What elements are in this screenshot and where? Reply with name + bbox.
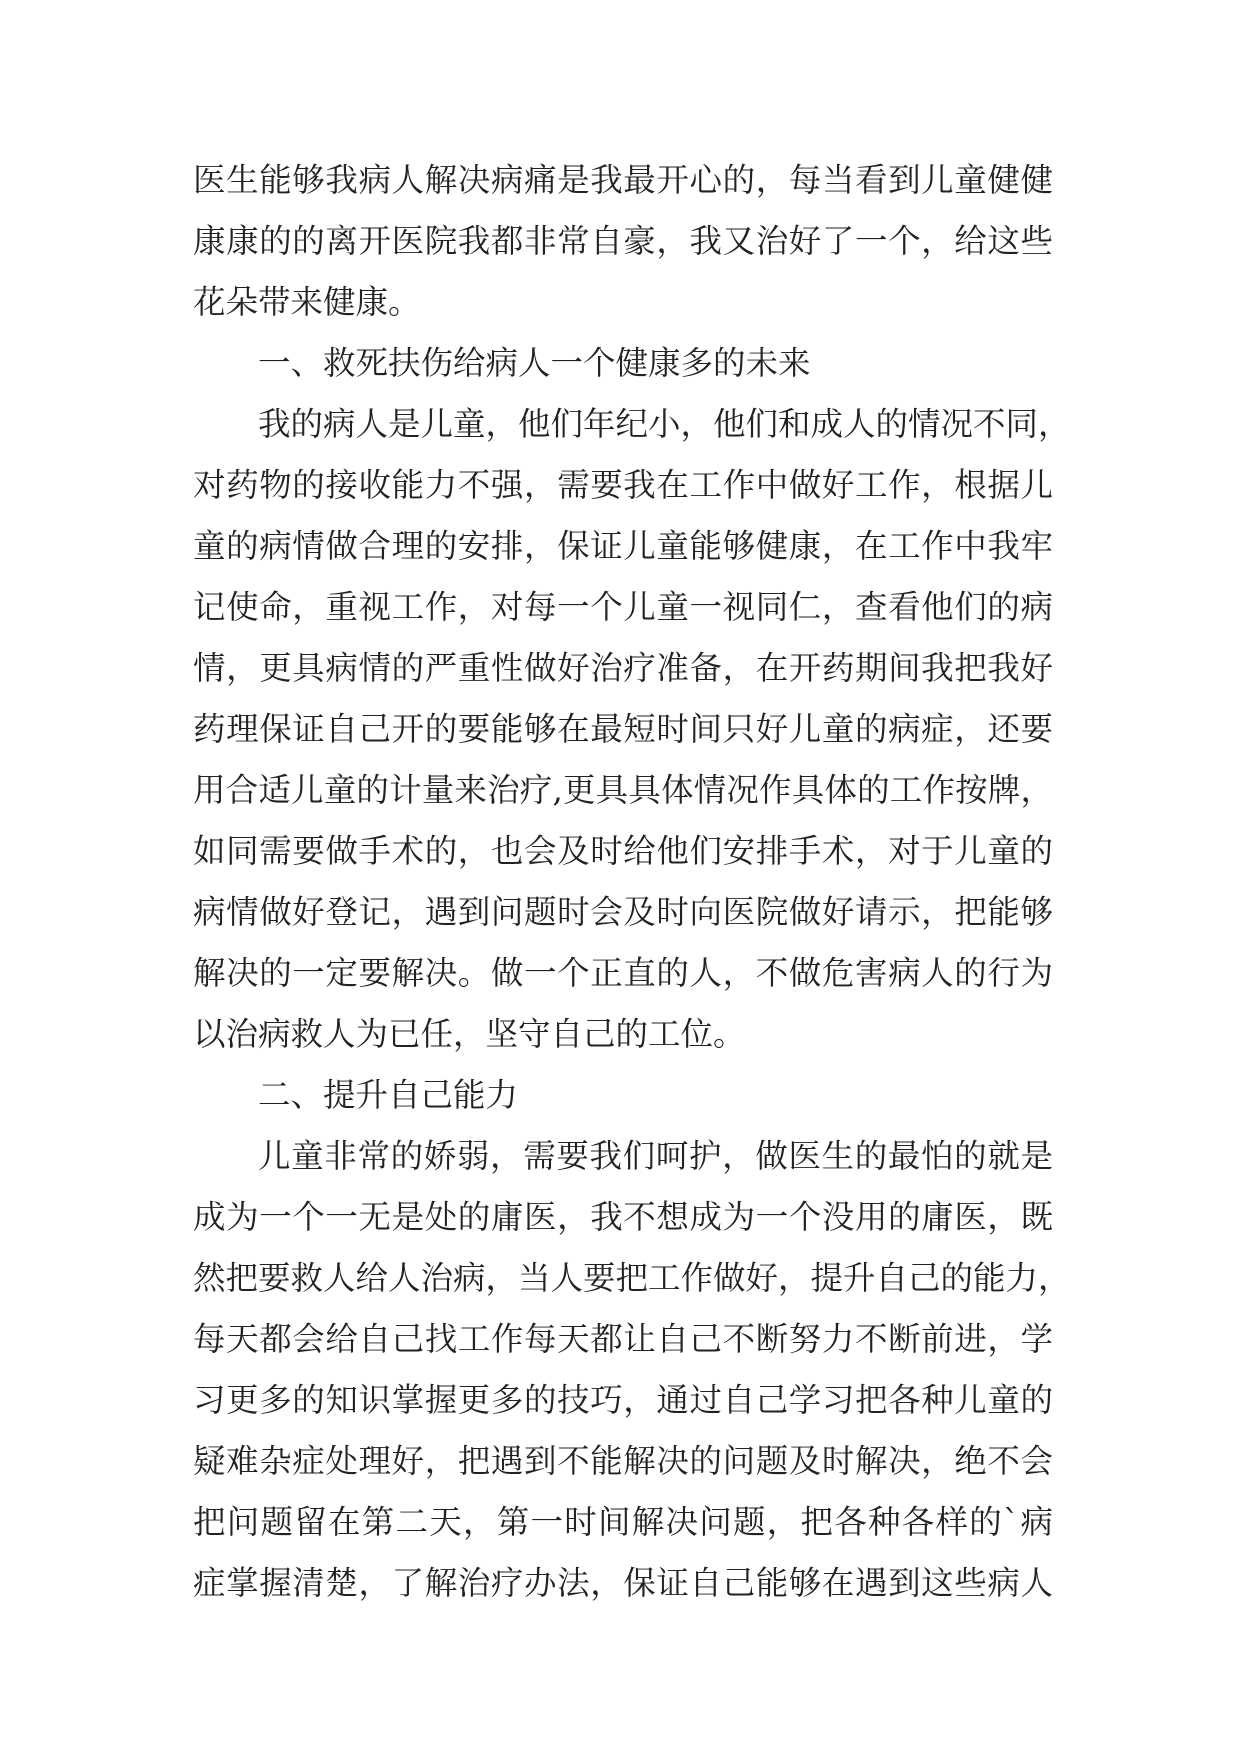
section-heading: 一、救死扶伤给病人一个健康多的未来	[258, 344, 811, 382]
text-line: 对药物的接收能力不强，需要我在工作中做好工作，根据儿	[193, 466, 1053, 504]
text-line: 用合适儿童的计量来治疗,更具具体情况作具体的工作按牌，	[193, 771, 1053, 809]
section-heading: 二、提升自己能力	[258, 1076, 519, 1114]
text-line: 习更多的知识掌握更多的技巧，通过自己学习把各种儿童的	[193, 1381, 1053, 1419]
text-line: 每天都会给自己找工作每天都让自己不断努力不断前进，学	[193, 1320, 1053, 1358]
text-line: 然把要救人给人治病，当人要把工作做好，提升自己的能力，	[193, 1259, 1071, 1297]
text-line: 儿童非常的娇弱，需要我们呵护，做医生的最怕的就是	[258, 1137, 1053, 1175]
text-line: 记使命，重视工作，对每一个儿童一视同仁，查看他们的病	[193, 588, 1053, 626]
text-line: 康康的的离开医院我都非常自豪，我又治好了一个，给这些	[193, 222, 1053, 260]
text-line: 病情做好登记，遇到问题时会及时向医院做好请示，把能够	[193, 893, 1053, 931]
text-line: 解决的一定要解决。做一个正直的人，不做危害病人的行为	[193, 954, 1053, 992]
text-line: 如同需要做手术的，也会及时给他们安排手术，对于儿童的	[193, 832, 1053, 870]
text-line: 药理保证自己开的要能够在最短时间只好儿童的病症，还要	[193, 710, 1053, 748]
text-line: 医生能够我病人解决病痛是我最开心的，每当看到儿童健健	[193, 161, 1053, 199]
text-line: 情，更具病情的严重性做好治疗准备，在开药期间我把我好	[193, 649, 1053, 687]
document-body	[193, 150, 1071, 1614]
text-line: 花朵带来健康。	[193, 283, 421, 321]
text-line: 童的病情做合理的安排，保证儿童能够健康，在工作中我牢	[193, 527, 1053, 565]
text-line: 疑难杂症处理好，把遇到不能解决的问题及时解决，绝不会	[193, 1442, 1053, 1480]
text-line: 症掌握清楚，了解治疗办法，保证自己能够在遇到这些病人	[193, 1564, 1053, 1602]
text-line: 我的病人是儿童，他们年纪小，他们和成人的情况不同，	[258, 405, 1071, 443]
text-line: 以治病救人为已任，坚守自己的工位。	[193, 1015, 746, 1053]
text-line: 成为一个一无是处的庸医，我不想成为一个没用的庸医，既	[193, 1198, 1053, 1236]
text-line: 把问题留在第二天，第一时间解决问题，把各种各样的`病	[193, 1503, 1053, 1541]
